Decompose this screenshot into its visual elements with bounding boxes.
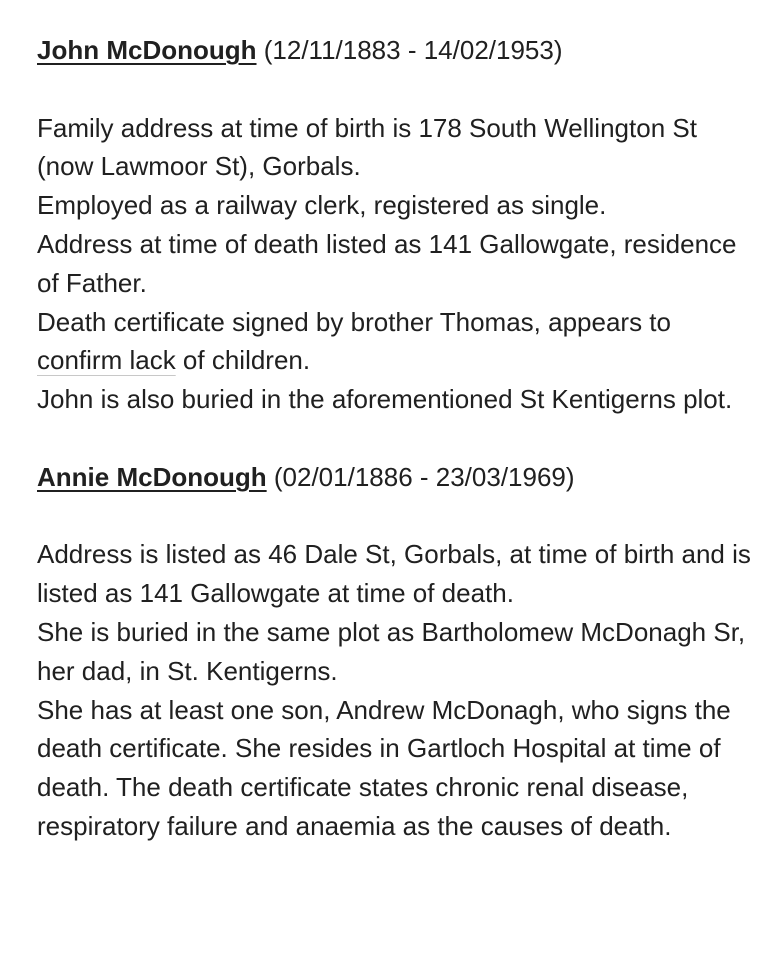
person-section-john	[37, 31, 753, 419]
person-heading	[37, 458, 753, 497]
birth-address-text: Family address at time of birth is 178 South Wellington St (now Lawmoor St), Gorbals.	[37, 112, 697, 182]
person-heading	[37, 31, 753, 70]
blank-line	[37, 70, 753, 109]
employment-text: Employed as a railway clerk, registered as single.	[37, 190, 607, 221]
document-body	[37, 31, 753, 846]
blank-line	[37, 497, 753, 536]
burial-text: She is buried in the same plot as Bartholomew McDonagh Sr, her dad, in St. Kentigerns.	[37, 616, 746, 686]
burial-text: John is also buried in the aforementioned St Kentigerns plot.	[37, 384, 733, 415]
blank-line	[37, 419, 753, 458]
address-text: Address is listed as 46 Dale St, Gorbals, at time of birth and is listed as 141 Gallowgate at time of death.	[37, 539, 751, 609]
death-certificate-lead: Death certificate signed by brother Thomas, appears to	[37, 306, 671, 337]
confirm-lack-link[interactable]: confirm lack	[37, 345, 176, 376]
family-death-text: She has at least one son, Andrew McDonagh, who signs the death certificate. She resides in Gartloch Hospital at time of death. The death certificate states chronic renal disease, respiratory failure and anaemia as the causes of death.	[37, 694, 731, 841]
person-dates: (12/11/1883 - 14/02/1953)	[263, 35, 563, 65]
death-certificate-text	[37, 303, 753, 381]
person-name: John McDonough	[37, 35, 257, 65]
death-certificate-tail: of children.	[175, 345, 311, 376]
person-section-annie	[37, 458, 753, 846]
person-name: Annie McDonough	[37, 461, 267, 492]
person-dates: (02/01/1886 - 23/03/1969)	[273, 461, 575, 492]
death-address-text: Address at time of death listed as 141 Gallowgate, residence of Father.	[37, 228, 737, 298]
